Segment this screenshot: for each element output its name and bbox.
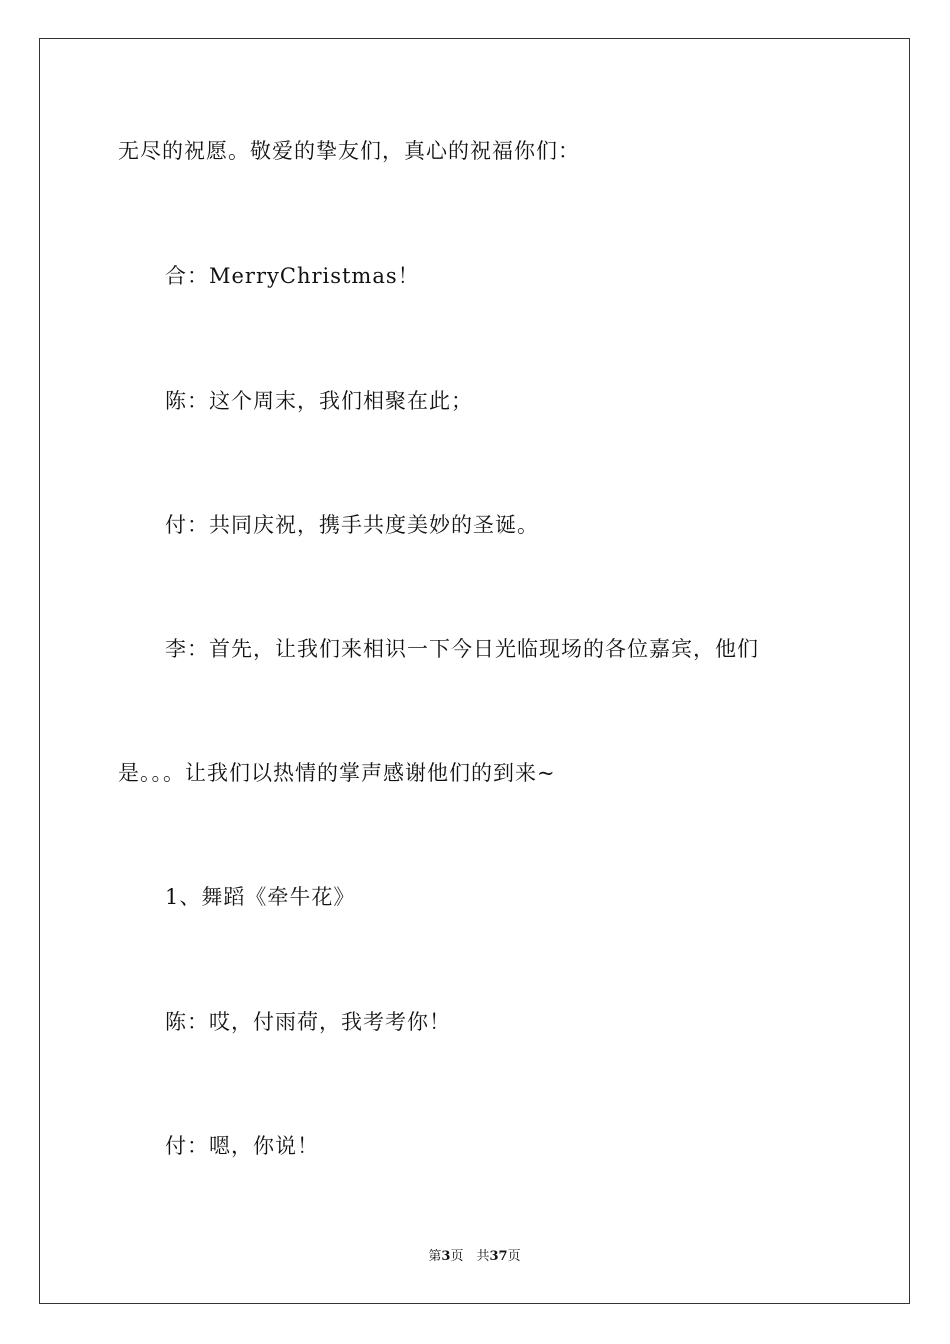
footer-middle: 页 共 <box>450 1249 490 1264</box>
text-line-3: 陈：这个周末，我们相聚在此； <box>165 389 473 413</box>
text-line-5: 李：首先，让我们来相识一下今日光临现场的各位嘉宾，他们 <box>165 637 759 661</box>
footer-suffix: 页 <box>507 1249 521 1264</box>
footer-page-number: 3 <box>441 1249 451 1264</box>
text-line-8: 陈：哎，付雨荷，我考考你！ <box>165 1010 451 1034</box>
page-footer <box>40 1249 909 1265</box>
page-frame <box>39 38 910 1304</box>
text-line-9: 付：嗯，你说！ <box>165 1134 319 1158</box>
text-line-2: 合：MerryChristmas！ <box>165 264 420 288</box>
footer-total-pages: 37 <box>489 1249 508 1264</box>
text-line-6: 是。。。让我们以热情的掌声感谢他们的到来~ <box>118 761 556 785</box>
text-line-7: 1、舞蹈《牵牛花》 <box>165 885 356 909</box>
text-line-4: 付：共同庆祝，携手共度美妙的圣诞。 <box>165 513 539 537</box>
footer-prefix: 第 <box>428 1249 442 1264</box>
text-line-1: 无尽的祝愿。敬爱的挚友们，真心的祝福你们： <box>118 139 580 163</box>
